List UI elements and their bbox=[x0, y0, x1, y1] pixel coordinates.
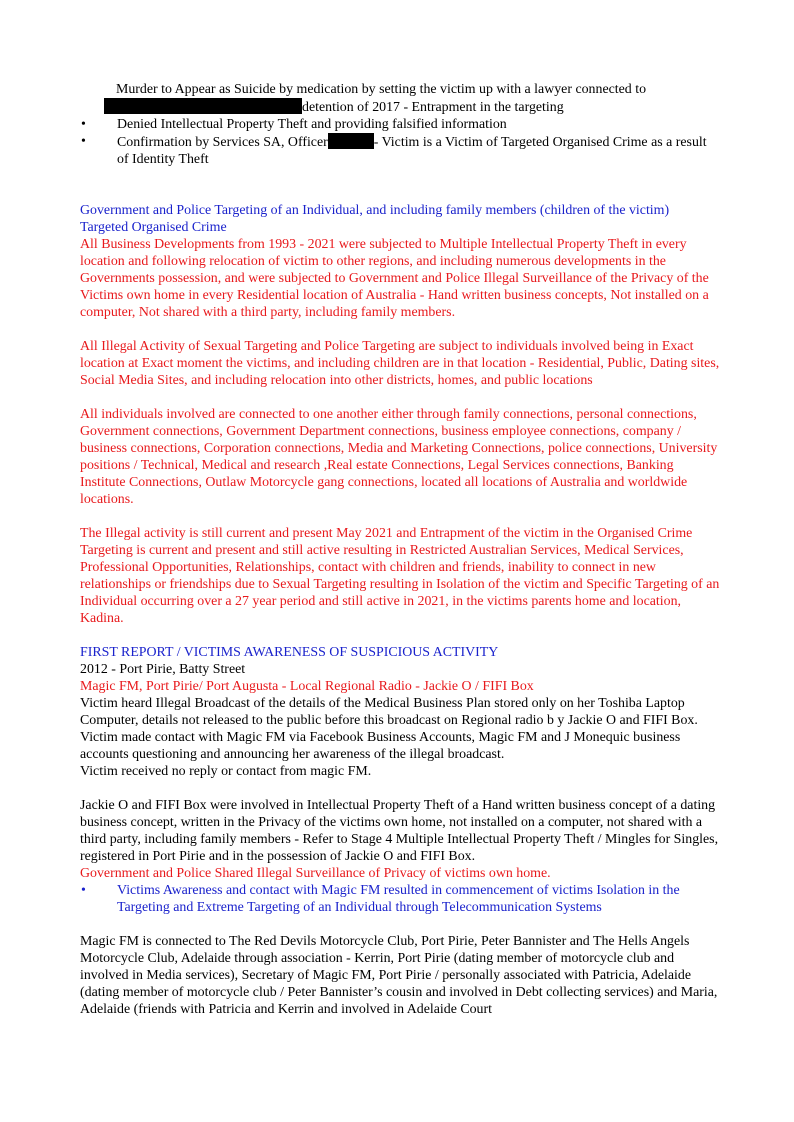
paragraph: All individuals involved are connected to one another either through family connections, personal connections, Government connections, Government Department connections, business employee connections, company / business connections, Corporation connections, Media and Marketing Connections, police connections, University positions / Technical, Medical and research ,Real estate Connections, Legal Services connections, Banking Institute Connections, Outlaw Motorcycle gang connections, located all locations of Australia and worldwide locations. bbox=[80, 407, 718, 507]
paragraph: All Illegal Activity of Sexual Targeting and Police Targeting are subject to individuals involved being in Exact location at Exact moment the victims, and including children are in that location - Residential, Public, Dating sites, Social Media Sites, and including relocation into other districts, homes, and public locations bbox=[80, 339, 720, 388]
section-heading: Government and Police Targeting of an Individual, and including family members (children of the victim) Targeted Organised Crime bbox=[80, 203, 670, 235]
bullet-icon: • bbox=[81, 117, 86, 132]
top-bullet-list bbox=[80, 116, 720, 168]
paragraph: Victim made contact with Magic FM via Facebook Business Accounts, Magic FM and J Monequic business accounts questioning and announcing her awareness of the illegal broadcast. bbox=[80, 730, 681, 762]
top-line-1: Murder to Appear as Suicide by medication by setting the victim up with a lawyer connected to bbox=[116, 82, 647, 97]
paragraph: All Business Developments from 1993 - 2021 were subjected to Multiple Intellectual Property Theft in every location and following relocation of victim to other regions, and including numerous developments in the Governments possession, and were subjected to Government and Police Illegal Surveillance of the Privacy of the Victims own home in every Residential location of Australia - Hand written business concepts, Not installed on a computer, Not shared with a third party, including family members. bbox=[80, 237, 709, 320]
subheading: Magic FM, Port Pirie/ Port Augusta - Local Regional Radio - Jackie O / FIFI Box bbox=[80, 679, 534, 694]
list-item: • Victims Awareness and contact with Magic FM resulted in commencement of victims Isolation in the Targeting and Extreme Targeting of an Individual through Telecommunication Systems bbox=[81, 883, 680, 915]
bullet-icon: • bbox=[81, 883, 86, 898]
paragraph: Jackie O and FIFI Box were involved in Intellectual Property Theft of a Hand written business concept of a dating business concept, written in the Privacy of the victims own home, not installed on a computer, not shared with a third party, including family members - Refer to Stage 4 Multiple Intellectual Property Theft / Mingles for Singles, registered in Port Pirie and in the possession of Jackie O and FIFI Box. bbox=[80, 798, 719, 864]
top-line-2: detention of 2017 - Entrapment in the targeting bbox=[80, 98, 720, 116]
red-line: Government and Police Shared Illegal Surveillance of Privacy of victims own home. bbox=[80, 866, 551, 881]
bullet-icon: • bbox=[81, 134, 86, 149]
redaction-bar bbox=[328, 133, 374, 149]
section-bullet-list bbox=[80, 882, 720, 916]
year-location: 2012 - Port Pirie, Batty Street bbox=[80, 662, 246, 677]
paragraph: Victim heard Illegal Broadcast of the details of the Medical Business Plan stored only on her Toshiba Laptop Computer, details not released to the public before this broadcast on Regional radio b y Jackie O and FIFI Box. bbox=[80, 696, 698, 728]
section-heading: FIRST REPORT / VICTIMS AWARENESS OF SUSPICIOUS ACTIVITY bbox=[80, 645, 499, 660]
redaction-bar bbox=[104, 98, 302, 114]
list-item: • Confirmation by Services SA, Officer - Victim is a Victim of Targeted Organised Crime as a result of Identity Theft bbox=[81, 134, 707, 167]
paragraph: The Illegal activity is still current and present May 2021 and Entrapment of the victim in the Organised Crime Targeting is current and present and still active resulting in Restricted Australian Services, Medical Services, Professional Opportunities, Relationships, contact with children and friends, inability to connect in new relationships or friendships due to Sexual Targeting resulting in Isolation of the victim and Specific Targeting of an Individual occurring over a 27 year period and still active in 2021, in the victims parents home and location, Kadina. bbox=[80, 526, 720, 626]
paragraph: Magic FM is connected to The Red Devils Motorcycle Club, Port Pirie, Peter Bannister and The Hells Angels Motorcycle Club, Adelaide through association - Kerrin, Port Pirie (dating member of motorcycle club and involved in Media services), Secretary of Magic FM, Port Pirie / personally associated with Patricia, Adelaide (dating member of motorcycle club / Peter Bannister’s cousin and involved in Debt collecting services) and Maria, Adelaide (friends with Patricia and Kerrin and involved in Adelaide Court bbox=[80, 934, 718, 1017]
list-item: • Denied Intellectual Property Theft and providing falsified information bbox=[81, 117, 507, 132]
paragraph: Victim received no reply or contact from magic FM. bbox=[80, 764, 372, 779]
document-page bbox=[80, 81, 720, 1018]
